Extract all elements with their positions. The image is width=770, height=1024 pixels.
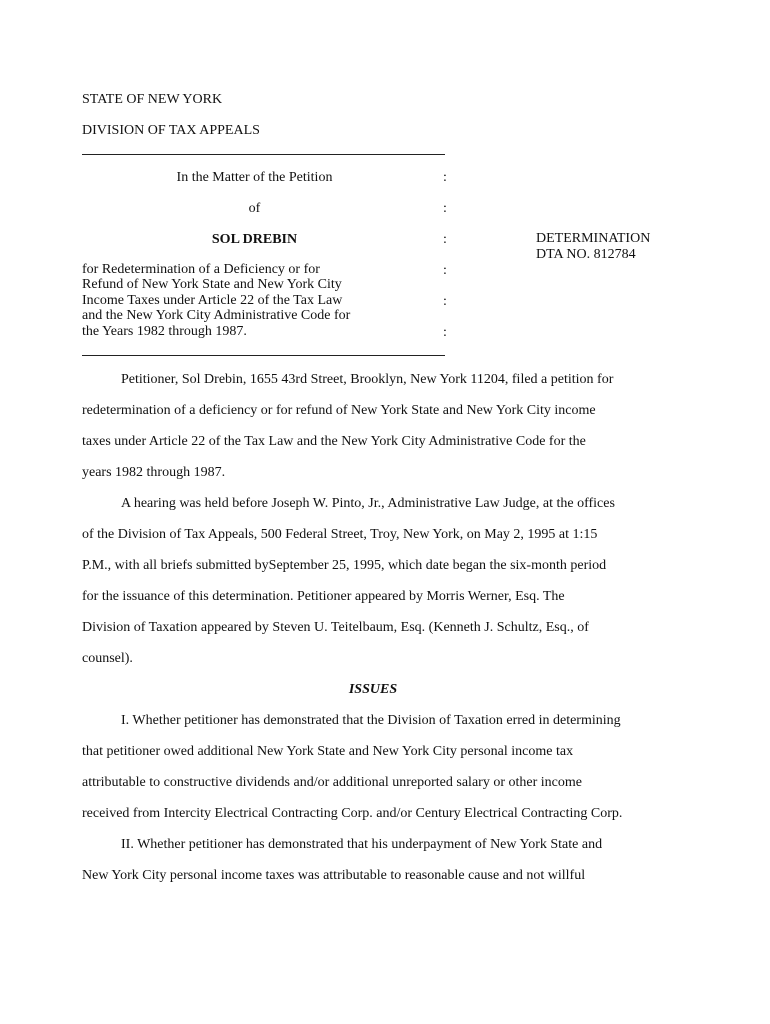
caption-of: of	[248, 201, 261, 216]
determination-block	[536, 231, 650, 262]
division-heading: DIVISION OF TAX APPEALS	[82, 123, 260, 138]
issue-line: attributable to constructive dividends and/or additional unreported salary or other income	[82, 775, 582, 790]
caption-top-rule	[82, 154, 445, 155]
issue-line: II. Whether petitioner has demonstrated that his underpayment of New York State and	[121, 837, 603, 852]
determination-title: DETERMINATION	[536, 231, 651, 246]
paragraph-line: Petitioner, Sol Drebin, 1655 43rd Street, Brooklyn, New York 11204, filed a petition for	[121, 372, 614, 387]
paragraph-line: for the issuance of this determination. Petitioner appeared by Morris Werner, Esq. The	[82, 589, 565, 604]
paragraph-line: P.M., with all briefs submitted bySeptember 25, 1995, which date began the six-month period	[82, 558, 607, 573]
caption-colon: :	[443, 170, 447, 185]
caption-bottom-rule	[82, 355, 445, 356]
issue-line: New York City personal income taxes was attributable to reasonable cause and not willful	[82, 868, 586, 883]
paragraph-line: of the Division of Tax Appeals, 500 Federal Street, Troy, New York, on May 2, 1995 at 1:15	[82, 527, 598, 542]
caption-description-line: the Years 1982 through 1987.	[82, 323, 247, 339]
caption-matter: In the Matter of the Petition	[176, 170, 333, 185]
caption-colon: :	[443, 201, 447, 216]
paragraph-line: redetermination of a deficiency or for refund of New York State and New York City income	[82, 403, 596, 418]
paragraph-line: counsel).	[82, 651, 133, 666]
paragraph-line: taxes under Article 22 of the Tax Law and the New York City Administrative Code for the	[82, 434, 586, 449]
issue-line: received from Intercity Electrical Contracting Corp. and/or Century Electrical Contracting Corp.	[82, 806, 623, 821]
caption-colon: :	[443, 263, 447, 278]
state-heading: STATE OF NEW YORK	[82, 92, 223, 107]
caption-description-line: for Redetermination of a Deficiency or for	[82, 262, 320, 277]
caption-colon: :	[443, 294, 447, 309]
issues-heading: ISSUES	[348, 682, 398, 697]
paragraph-line: years 1982 through 1987.	[82, 465, 226, 480]
caption-colon: :	[443, 232, 447, 247]
issue-line: that petitioner owed additional New York State and New York City personal income tax	[82, 744, 574, 759]
caption-description-line: and the New York City Administrative Code for	[82, 308, 351, 324]
caption-colon: :	[443, 325, 447, 340]
determination-number: DTA NO. 812784	[536, 246, 636, 262]
paragraph-line: Division of Taxation appeared by Steven U. Teitelbaum, Esq. (Kenneth J. Schultz, Esq., of	[82, 620, 589, 635]
paragraph-line: A hearing was held before Joseph W. Pinto, Jr., Administrative Law Judge, at the offices	[121, 496, 615, 511]
issue-line: I. Whether petitioner has demonstrated that the Division of Taxation erred in determining	[121, 713, 621, 728]
caption-description-line: Income Taxes under Article 22 of the Tax Law	[82, 292, 343, 308]
caption-description-line: Refund of New York State and New York City	[82, 277, 342, 293]
petitioner-name: SOL DREBIN	[211, 232, 298, 247]
caption-description	[82, 262, 402, 339]
